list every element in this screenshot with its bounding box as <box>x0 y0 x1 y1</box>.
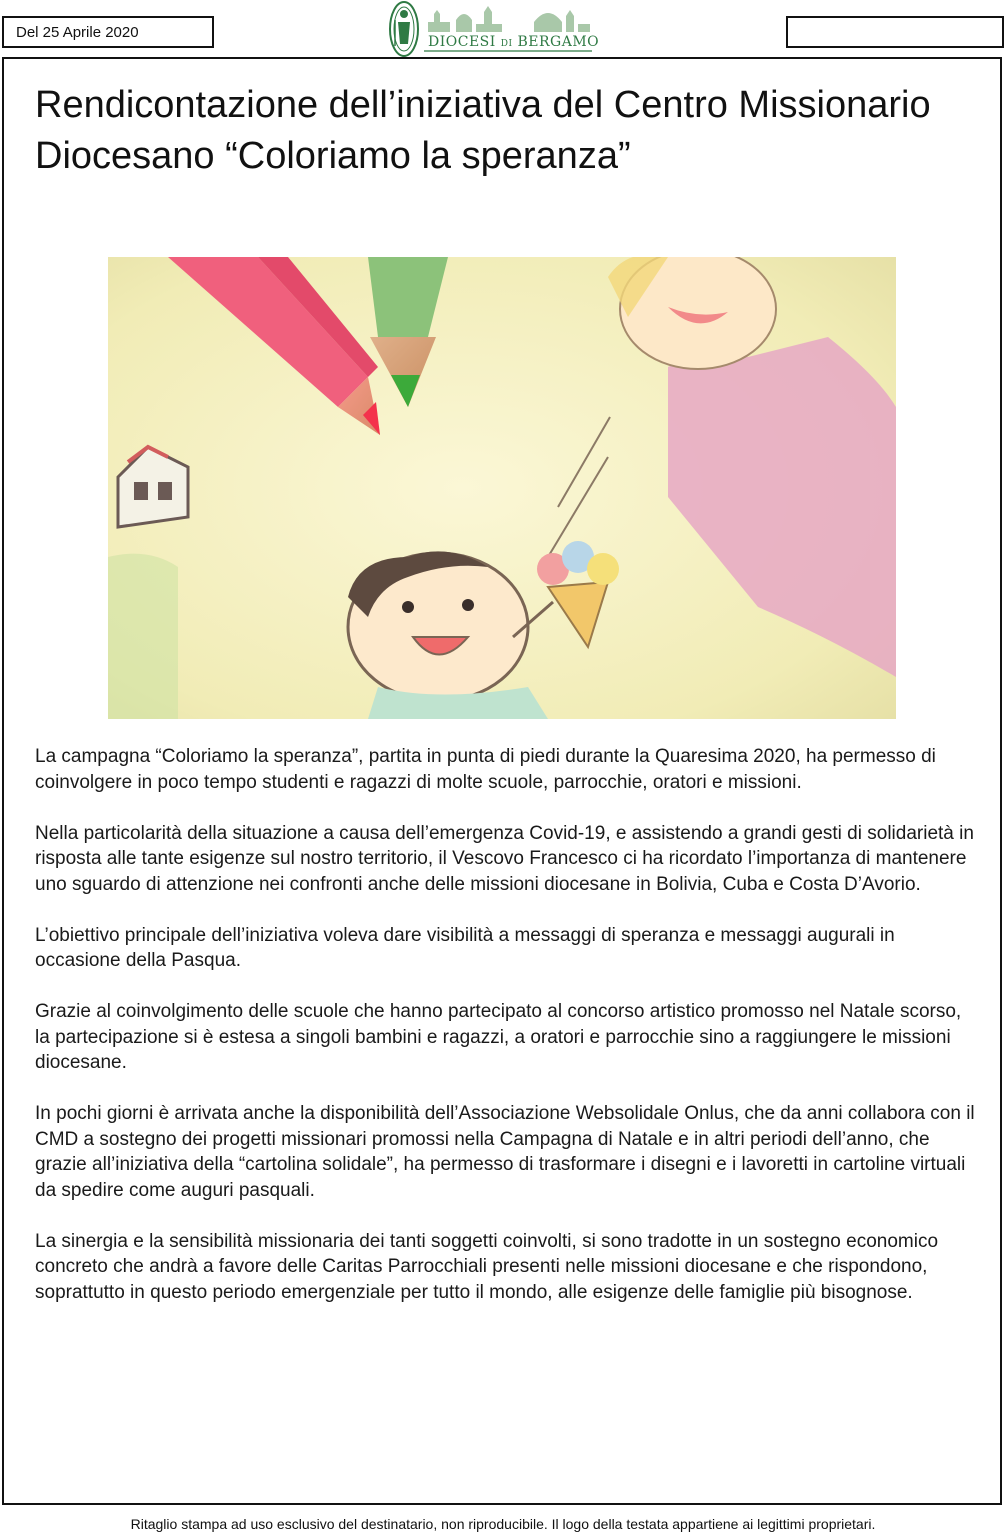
article-body <box>35 744 975 1331</box>
publication-logo <box>384 0 600 58</box>
children-drawing-image <box>108 257 896 719</box>
article-paragraph: La sinergia e la sensibilità missionaria dei tanti soggetti coinvolti, si sono tradotte in un sostegno economico concreto che andrà a favore delle Caritas Parrocchiali presenti nelle missioni diocesane e che rispondono, soprattutto in questo periodo emergenziale per tutto il mondo, alle esigenze delle famiglie più bisognose. <box>35 1230 939 1303</box>
article-paragraph: L’obiettivo principale dell’iniziativa voleva dare visibilità a messaggi di speranza e messaggi augurali in occasione della Pasqua. <box>35 924 895 971</box>
article-image <box>108 257 896 719</box>
date-label: Del 25 Aprile 2020 <box>2 16 214 48</box>
article-paragraph: Nella particolarità della situazione a causa dell’emergenza Covid-19, e assistendo a grandi gesti di solidarietà in risposta alle tante esigenze sul nostro territorio, il Vescovo Francesco ci ha ricordato l’importanza di mantenere uno sguardo di attenzione nei confronti anche delle missioni diocesane in Bolivia, Cuba e Costa D’Avorio. <box>35 822 974 895</box>
article-paragraph: In pochi giorni è arrivata anche la disponibilità dell’Associazione Websolidale Onlus, che da anni collabora con il CMD a sostegno dei progetti missionari promossi nella Campagna di Natale e in altri periodi dell’anno, che grazie all’iniziativa della “cartolina solidale”, ha permesso di trasformare i disegni e i lavoretti in cartoline virtuali da spedire come auguri pasquali. <box>35 1103 975 1201</box>
source-box <box>786 16 1004 48</box>
footer-disclaimer: Ritaglio stampa ad uso esclusivo del destinatario, non riproducibile. Il logo della testata appartiene ai legittimi proprietari. <box>130 1516 876 1532</box>
logo-text-prefix: DIOCESI <box>428 34 496 50</box>
logo-text-suffix: BERGAMO <box>517 34 600 50</box>
article-paragraph: Grazie al coinvolgimento delle scuole che hanno partecipato al concorso artistico promosso nel Natale scorso, la partecipazione si è estesa a singoli bambini e ragazzi, a oratori e parrocchie sino a raggiungere le missioni diocesane. <box>35 1001 962 1073</box>
logo-wordmark <box>428 34 599 50</box>
article-title: Rendicontazione dell’iniziativa del Centro Missionario Diocesano “Coloriamo la speranza” <box>35 84 931 177</box>
logo-text-connector: DI <box>500 39 513 49</box>
article-paragraph: La campagna “Coloriamo la speranza”, partita in punta di piedi durante la Quaresima 2020, ha permesso di coinvolgere in poco tempo studenti e ragazzi di molte scuole, parrocchie, oratori e missioni. <box>35 746 936 793</box>
